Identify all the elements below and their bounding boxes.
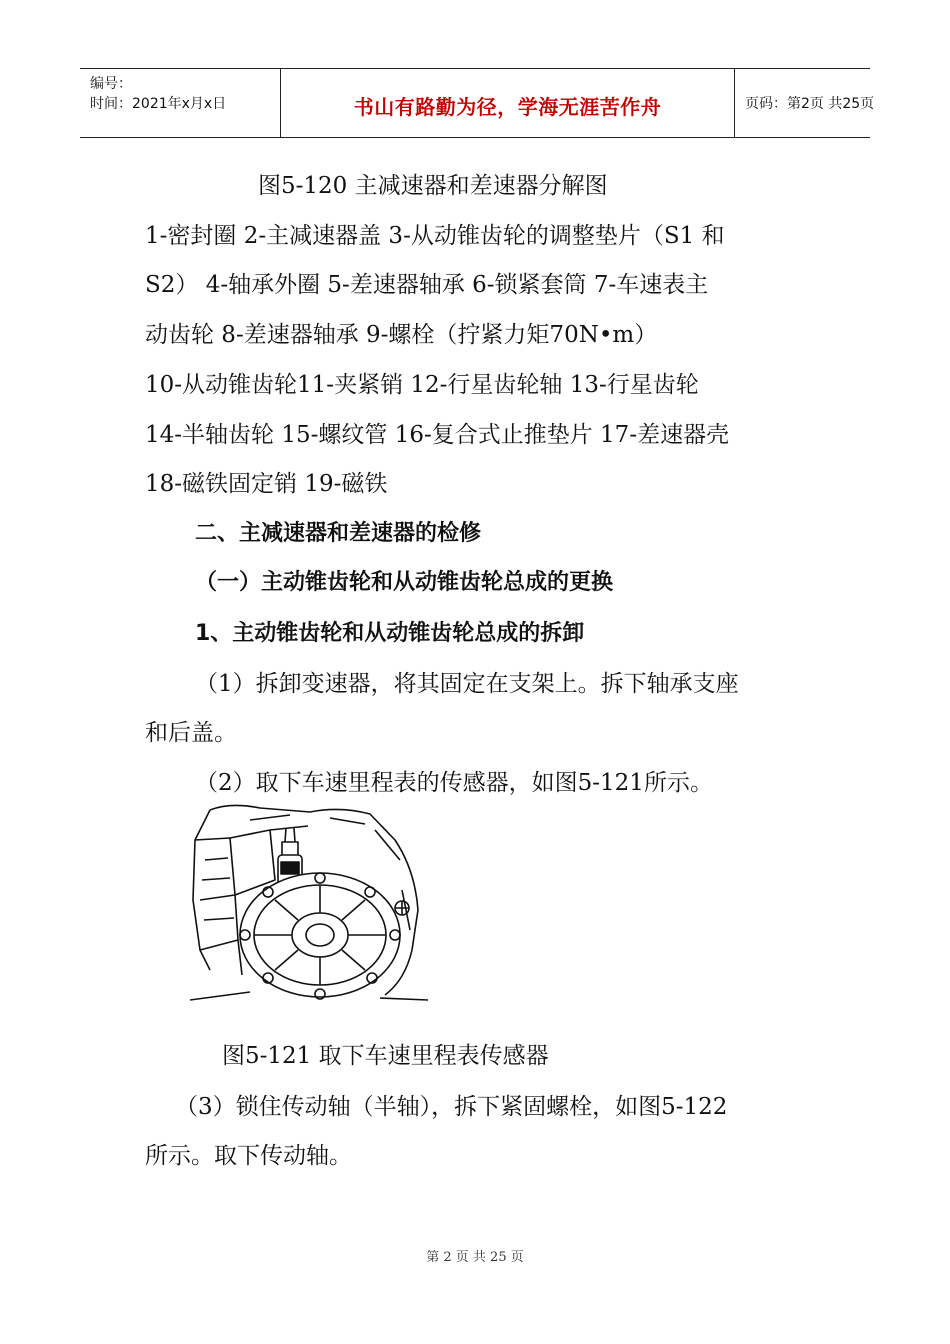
section-heading: 二、主减速器和差速器的检修 xyxy=(195,521,482,546)
document-time-label: 时间：2021年x月x日 xyxy=(90,96,227,112)
header-page-cell xyxy=(735,69,875,137)
header-motto: 书山有路勤为径，学海无涯苦作舟 xyxy=(353,95,662,119)
legend-line-3: 动齿轮 8-差速器轴承 9-螺栓（拧紧力矩70N•m） xyxy=(145,322,658,348)
procedure-heading: 1、主动锥齿轮和从动锥齿轮总成的拆卸 xyxy=(195,621,585,646)
header-left-cell xyxy=(80,69,280,137)
legend-line-4: 10-从动锥齿轮11-夹紧销 12-行星齿轮轴 13-行星齿轮 xyxy=(145,372,699,398)
legend-line-1: 1-密封圈 2-主减速器盖 3-从动锥齿轮的调整垫片（S1 和 xyxy=(145,223,725,249)
header-page-number: 页码：第2页 共25页 xyxy=(745,96,875,112)
legend-line-5: 14-半轴齿轮 15-螺纹管 16-复合式止推垫片 17-差速器壳 xyxy=(145,422,730,448)
figure-120-caption: 图5-120 主减速器和差速器分解图 xyxy=(258,173,608,199)
header-motto-cell xyxy=(280,69,735,137)
step-1-line-2: 和后盖。 xyxy=(145,720,237,746)
step-3-line-1: （3）锁住传动轴（半轴），拆下紧固螺栓，如图5-122 xyxy=(175,1094,728,1120)
legend-line-6: 18-磁铁固定销 19-磁铁 xyxy=(145,471,388,497)
legend-line-2: S2） 4-轴承外圈 5-差速器轴承 6-锁紧套筒 7-车速表主 xyxy=(145,272,709,298)
page-footer: 第 2 页 共 25 页 xyxy=(426,1250,524,1265)
figure-121-caption: 图5-121 取下车速里程表传感器 xyxy=(222,1043,549,1069)
step-3-line-2: 所示。取下传动轴。 xyxy=(145,1143,352,1169)
subsection-heading: （一）主动锥齿轮和从动锥齿轮总成的更换 xyxy=(195,570,614,595)
speedometer-sensor-diagram xyxy=(190,800,430,1015)
document-number-label: 编号： xyxy=(90,76,132,92)
step-1-line-1: （1）拆卸变速器，将其固定在支架上。拆下轴承支座 xyxy=(195,671,739,697)
step-2: （2）取下车速里程表的传感器，如图5-121所示。 xyxy=(195,770,713,796)
page-header xyxy=(80,68,875,138)
